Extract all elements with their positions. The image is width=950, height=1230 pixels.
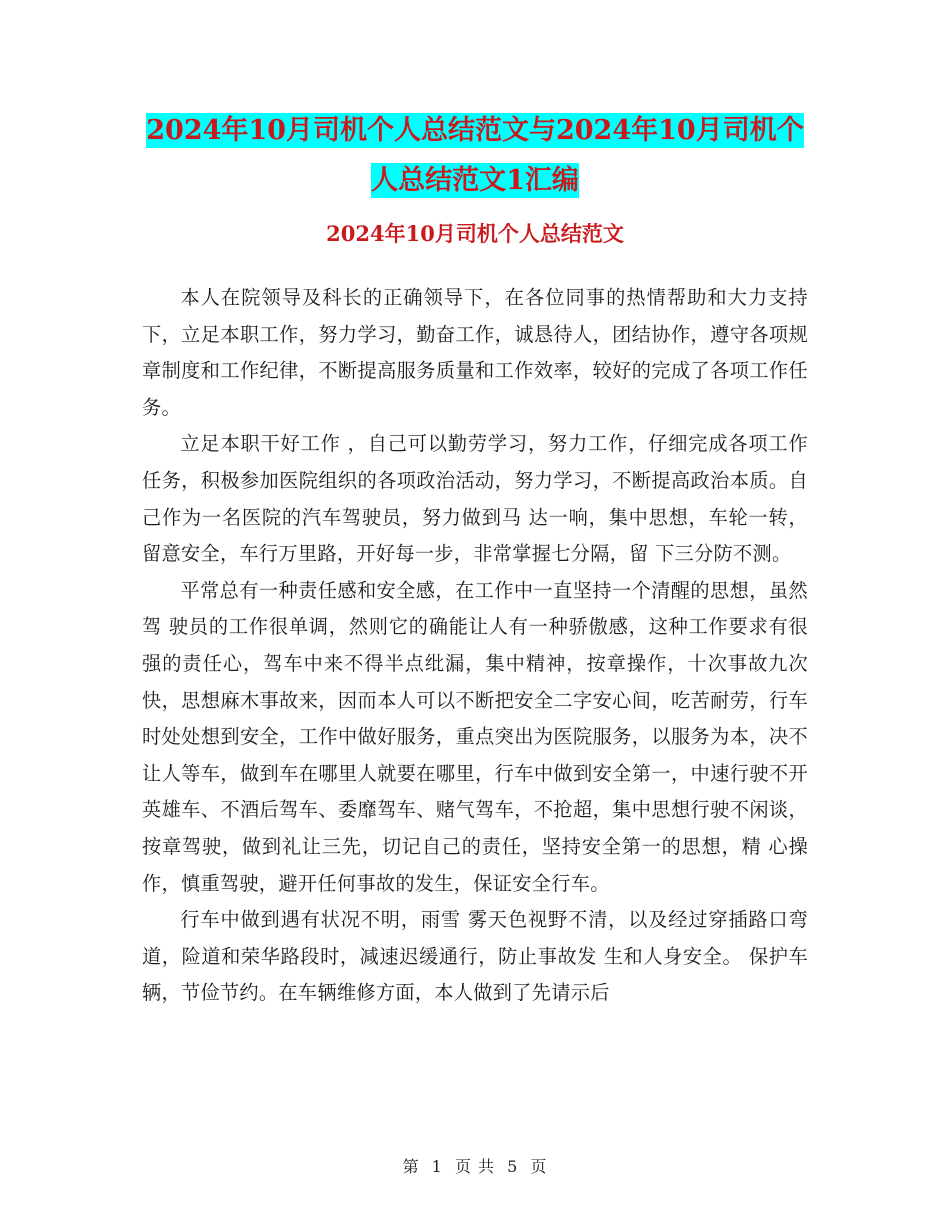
footer-middle: 页 共 <box>454 1157 496 1176</box>
footer-total-pages: 5 <box>507 1157 519 1176</box>
page-footer <box>0 1154 950 1177</box>
paragraph-4: 行车中做到遇有状况不明，雨雪 雾天色视野不清，以及经过穿插路口弯道，险道和荣华路段时，减速迟缓通行，防止事故发 生和人身安全。 保护车辆，节俭节约。在车辆维修方面，本人做到了先请示后 <box>142 908 808 1005</box>
document-title <box>140 106 810 206</box>
paragraph-1: 本人在院领导及科长的正确领导下，在各位同事的热情帮助和大力支持下，立足本职工作，努力学习，勤奋工作，诚恳待人，团结协作，遵守各项规章制度和工作纪律，不断提高服务质量和工作效率，较好的完成了各项工作任务。 <box>142 286 808 419</box>
section-title: 2024年10月司机个人总结范文 <box>326 221 624 246</box>
footer-prefix: 第 <box>402 1157 420 1176</box>
paragraph-3: 平常总有一种责任感和安全感，在工作中一直坚持一个清醒的思想，虽然驾 驶员的工作很单调，然则它的确能让人有一种骄傲感，这种工作要求有很强的责任心，驾车中来不得半点纰漏，集中精神，按章操作，十次事故九次快，思想麻木事故来，因而本人可以不断把安全二字安心间，吃苦耐劳，行车时处处想到安全，工作中做好服务，重点突出为医院服务，以服务为本，决不让人等车，做到车在哪里人就要在哪里，行车中做到安全第一，中速行驶不开英雄车、不酒后驾车、委靡驾车、赌气驾车，不抢超，集中思想行驶不闲谈，按章驾驶，做到礼让三先，切记自己的责任，坚持安全第一的思想，精 心操作，慎重驾驶，避开任何事故的发生，保证安全行车。 <box>142 578 808 895</box>
footer-page-number: 1 <box>431 1157 443 1176</box>
document-body <box>142 280 808 1012</box>
paragraph-2: 立足本职干好工作 ，自己可以勤劳学习，努力工作，仔细完成各项工作任务，积极参加医院组织的各项政治活动，努力学习，不断提高政治本质。自己作为一名医院的汽车驾驶员，努力做到马 达一响，集中思想，车轮一转，留意安全，车行万里路，开好每一步，非常掌握七分隔，留 下三分防不测。 <box>142 432 808 566</box>
title-line-2: 人总结范文1汇编 <box>371 165 579 196</box>
footer-suffix: 页 <box>530 1157 548 1176</box>
title-line-1: 2024年10月司机个人总结范文与2024年10月司机个 <box>146 115 804 146</box>
